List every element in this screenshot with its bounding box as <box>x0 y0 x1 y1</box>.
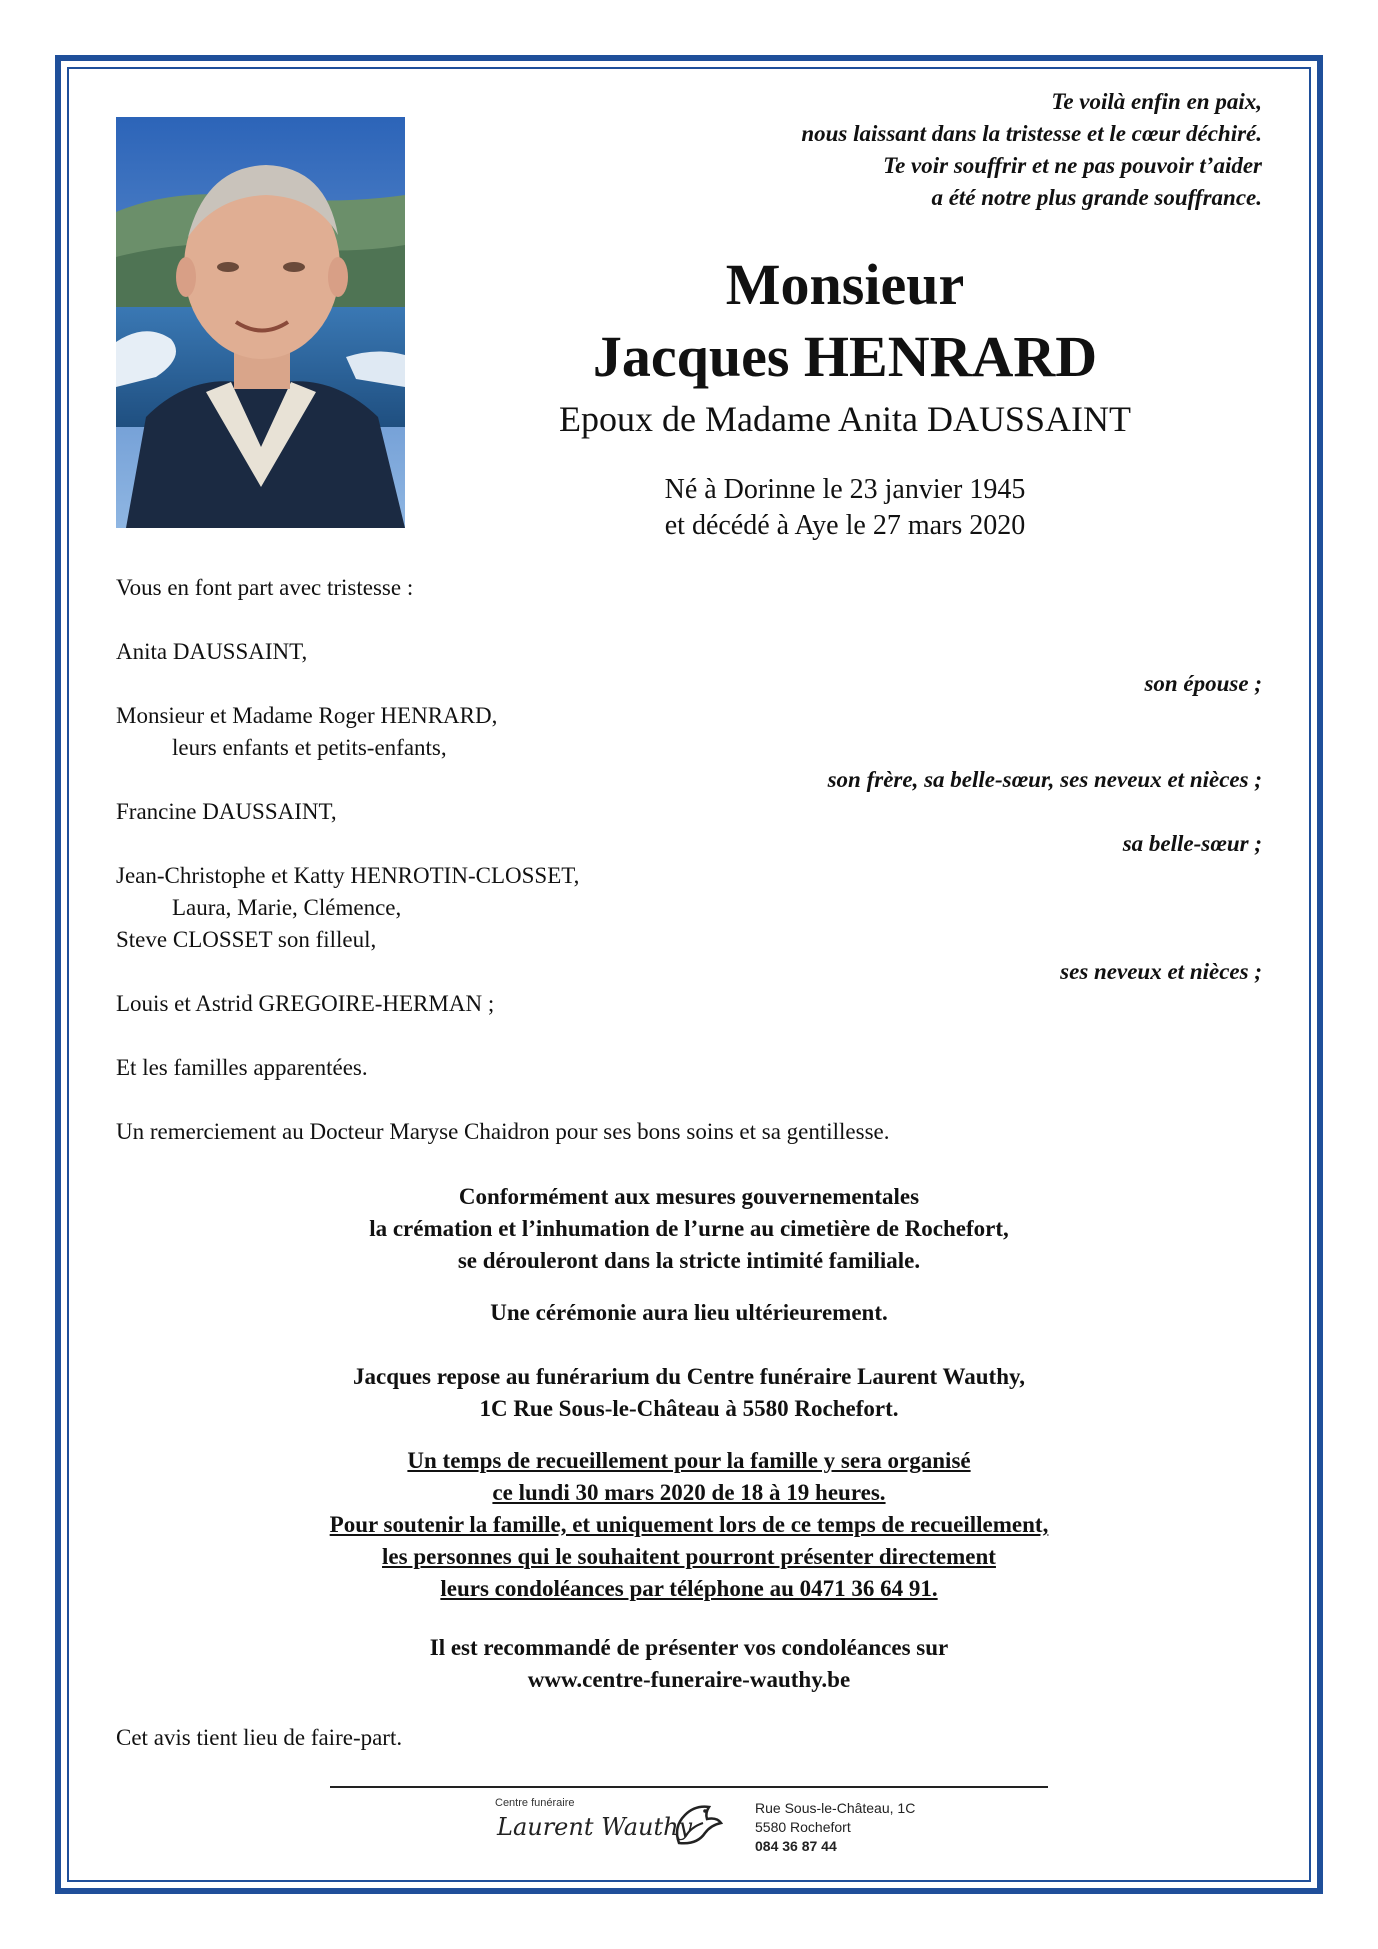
funeral-home-logo <box>495 1797 745 1859</box>
family-member: Francine DAUSSAINT, <box>116 799 337 824</box>
notice-line: Conformément aux mesures gouvernementales <box>458 1184 920 1209</box>
quote-line: Te voilà enfin en paix, <box>1051 89 1262 114</box>
family-role: son épouse ; <box>1144 671 1262 696</box>
notice-line: les personnes qui le souhaitent pourront présenter directement <box>382 1544 996 1569</box>
notice-line: ce lundi 30 mars 2020 de 18 à 19 heures. <box>492 1480 886 1505</box>
notice-line: la crémation et l’inhumation de l’urne au cimetière de Rochefort, <box>369 1216 1009 1241</box>
family-member: Laura, Marie, Clémence, <box>172 895 402 920</box>
death-line: et décédé à Aye le 27 mars 2020 <box>664 510 1026 541</box>
family-member: Monsieur et Madame Roger HENRARD, <box>116 703 498 728</box>
deceased-name: Jacques HENRARD <box>592 324 1098 389</box>
thanks-line: Un remerciement au Docteur Maryse Chaidron pour ses bons soins et sa gentillesse. <box>116 1119 890 1144</box>
notice-line: Il est recommandé de présenter vos condoléances sur <box>429 1635 949 1660</box>
website-link[interactable]: www.centre-funeraire-wauthy.be <box>527 1667 851 1692</box>
honorific: Monsieur <box>725 252 965 317</box>
phone-number: 084 36 87 44 <box>755 1838 837 1854</box>
address-line: Rue Sous-le-Château, 1C <box>755 1800 916 1816</box>
gathering-notice <box>116 1445 1262 1605</box>
family-member: leurs enfants et petits-enfants, <box>172 735 447 760</box>
intro-line: Vous en font part avec tristesse : <box>116 575 414 600</box>
measures-notice <box>116 1181 1262 1277</box>
notice-line: leurs condoléances par téléphone au 0471 36 64 91. <box>440 1576 938 1601</box>
closing-line: Cet avis tient lieu de faire-part. <box>116 1725 403 1750</box>
family-role: ses neveux et nièces ; <box>1060 959 1262 984</box>
family-member: Louis et Astrid GREGOIRE-HERMAN ; <box>116 991 495 1016</box>
family-role: son frère, sa belle-sœur, ses neveux et nièces ; <box>827 767 1262 792</box>
quote-line: Te voir souffrir et ne pas pouvoir t’aider <box>883 153 1262 178</box>
notice-line: se dérouleront dans la stricte intimité familiale. <box>457 1248 921 1273</box>
birth-line: Né à Dorinne le 23 janvier 1945 <box>664 474 1026 505</box>
ceremony-notice <box>116 1297 1262 1329</box>
quote-line: nous laissant dans la tristesse et le cœur déchiré. <box>801 121 1262 146</box>
notice-line: Jacques repose au funérarium du Centre funéraire Laurent Wauthy, <box>353 1364 1025 1389</box>
notice-line: Pour soutenir la famille, et uniquement lors de ce temps de recueillement, <box>329 1512 1049 1537</box>
family-member: Steve CLOSSET son filleul, <box>116 927 377 952</box>
notice-line: Une cérémonie aura lieu ultérieurement. <box>490 1300 888 1325</box>
quote-line: a été notre plus grande souffrance. <box>931 185 1262 210</box>
family-member: Jean-Christophe et Katty HENROTIN-CLOSSET, <box>116 863 580 888</box>
family-role: sa belle-sœur ; <box>1122 831 1262 856</box>
family-member: Anita DAUSSAINT, <box>116 639 308 664</box>
logo-script-name: Laurent Wauthy <box>497 1813 693 1841</box>
footer-address <box>755 1799 915 1856</box>
dove-icon <box>665 1797 725 1857</box>
notice-line: 1C Rue Sous-le-Château à 5580 Rochefort. <box>479 1396 899 1421</box>
footer-divider <box>330 1786 1048 1788</box>
spouse-line: Epoux de Madame Anita DAUSSAINT <box>559 399 1131 439</box>
portrait-photo <box>116 117 405 528</box>
families-line: Et les familles apparentées. <box>116 1055 368 1080</box>
epitaph-quote <box>562 86 1262 214</box>
notice-line: Un temps de recueillement pour la famille y sera organisé <box>407 1448 971 1473</box>
logo-caption: Centre funéraire <box>495 1797 575 1809</box>
funerarium-notice <box>116 1361 1262 1425</box>
online-condolences-notice <box>116 1632 1262 1696</box>
address-line: 5580 Rochefort <box>755 1819 851 1835</box>
